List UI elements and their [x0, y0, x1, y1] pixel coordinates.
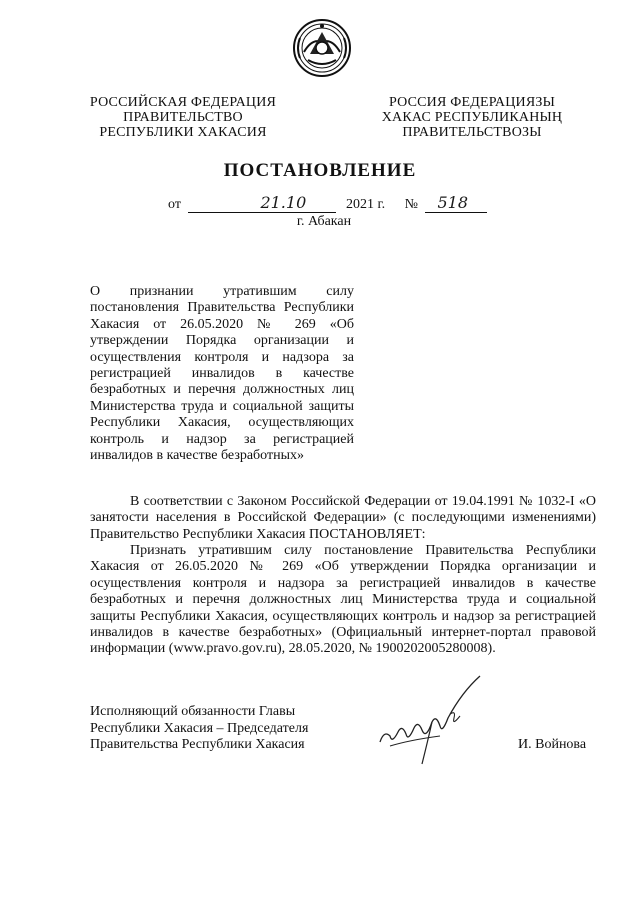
signatory-position-line: Республики Хакасия – Председателя [90, 720, 309, 736]
header-left-block [78, 95, 288, 140]
date-field [188, 193, 336, 213]
header-left-line: РОССИЙСКАЯ ФЕДЕРАЦИЯ [89, 95, 277, 110]
document-subject: О признании утратившим силу постановления Правительства Республики Хакасия от 26.05.2020 № 269 «Об утверждении Порядка организации и осуществления контроля и надзора за регистрацией инвалидов в качестве безработных и перечня должностных лиц Министерства труда и социальной защиты Республики Хакасия, осуществляющих контроль и надзор за регистрацией инвалидов в качестве безработных» [90, 284, 354, 464]
header-right-block [366, 95, 578, 140]
header-right-line: РОССИЯ ФЕДЕРАЦИЯЗЫ [388, 95, 556, 110]
number-handwritten: 518 [437, 193, 469, 212]
year-label: 2021 г. [345, 197, 386, 212]
header-right-line: ПРАВИТЕЛЬСТВОЗЫ [402, 125, 542, 140]
handwritten-signature-icon [370, 670, 510, 770]
body-paragraph-1: В соответствии с Законом Российской Федерации от 19.04.1991 № 1032-I «О занятости населения в Российской Федерации» (с последующими изменениями) Правительство Республики Хакасия ПОСТАНОВЛЯЕТ: [90, 494, 596, 542]
header-right-line: ХАКАС РЕСПУБЛИКАНЫҢ [381, 110, 563, 125]
city-label: г. Абакан [296, 214, 352, 229]
header-left-line: ПРАВИТЕЛЬСТВО [123, 110, 243, 125]
signatory-position-line: Исполняющий обязанности Главы [90, 704, 296, 719]
coat-of-arms-emblem-icon [292, 18, 352, 78]
signatory-position-line: Правительства Республики Хакасия [90, 737, 305, 752]
date-handwritten: 21.10 [260, 193, 307, 212]
number-sign: № [404, 197, 418, 212]
document-title: ПОСТАНОВЛЕНИЕ [223, 160, 417, 181]
signatory-name: И. Войнова [518, 737, 587, 752]
date-prefix: от [168, 197, 181, 212]
body-paragraph-2: Признать утратившим силу постановление Правительства Республики Хакасия от 26.05.2020 № 269 «Об утверждении Порядка организации и осуществления контроля и надзора за регистрацией инвалидов в качестве безработных и перечня должностных лиц Министерства труда и социальной защиты Республики Хакасия, осуществляющих контроль и надзор за регистрацией инвалидов в качестве безработных» (Официальный интернет-портал правовой информации (www.pravo.gov.ru), 28.05.2020, № 1900202005280008). [90, 543, 596, 657]
signatory-position [90, 704, 350, 754]
number-field [425, 193, 487, 213]
date-number-line [168, 193, 487, 216]
header-left-line: РЕСПУБЛИКИ ХАКАСИЯ [99, 125, 267, 140]
